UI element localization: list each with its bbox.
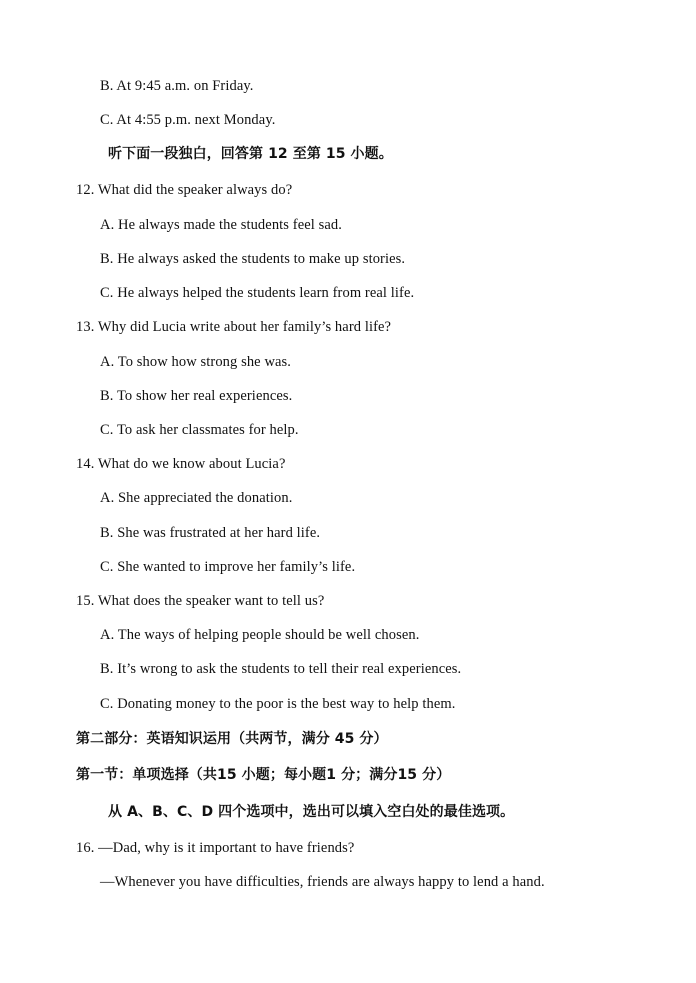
section-one-heading: 第一节：单项选择（共15 小题；每小题1 分；满分15 分） [76, 767, 451, 783]
q12-option-b: B. He always asked the students to make up stories. [100, 251, 406, 267]
q16-stem: 16. —Dad, why is it important to have friends? [76, 840, 355, 856]
listening-instruction: 听下面一段独白，回答第 12 至第 15 小题。 [108, 146, 393, 162]
q14-option-b: B. She was frustrated at her hard life. [100, 525, 321, 541]
part-two-heading: 第二部分：英语知识运用（共两节，满分 45 分） [76, 731, 388, 747]
q12-option-a: A. He always made the students feel sad. [100, 217, 342, 233]
q15-option-c: C. Donating money to the poor is the best way to help them. [100, 696, 456, 712]
q11-option-c: C. At 4:55 p.m. next Monday. [100, 112, 276, 128]
q13-stem: 13. Why did Lucia write about her family’s hard life? [76, 319, 392, 335]
q16-response: —Whenever you have difficulties, friends are always happy to lend a hand. [100, 874, 545, 890]
q14-option-c: C. She wanted to improve her family’s life. [100, 559, 356, 575]
section-one-instruction: 从 A、B、C、D 四个选项中，选出可以填入空白处的最佳选项。 [108, 804, 515, 820]
q12-option-c: C. He always helped the students learn from real life. [100, 285, 415, 301]
q14-stem: 14. What do we know about Lucia? [76, 456, 286, 472]
q12-stem: 12. What did the speaker always do? [76, 182, 293, 198]
q11-option-b: B. At 9:45 a.m. on Friday. [100, 78, 254, 94]
q13-option-b: B. To show her real experiences. [100, 388, 293, 404]
q15-option-a: A. The ways of helping people should be well chosen. [100, 627, 420, 643]
q14-option-a: A. She appreciated the donation. [100, 490, 293, 506]
q13-option-a: A. To show how strong she was. [100, 354, 292, 370]
q15-option-b: B. It’s wrong to ask the students to tell their real experiences. [100, 661, 462, 677]
q15-stem: 15. What does the speaker want to tell us? [76, 593, 325, 609]
q13-option-c: C. To ask her classmates for help. [100, 422, 299, 438]
